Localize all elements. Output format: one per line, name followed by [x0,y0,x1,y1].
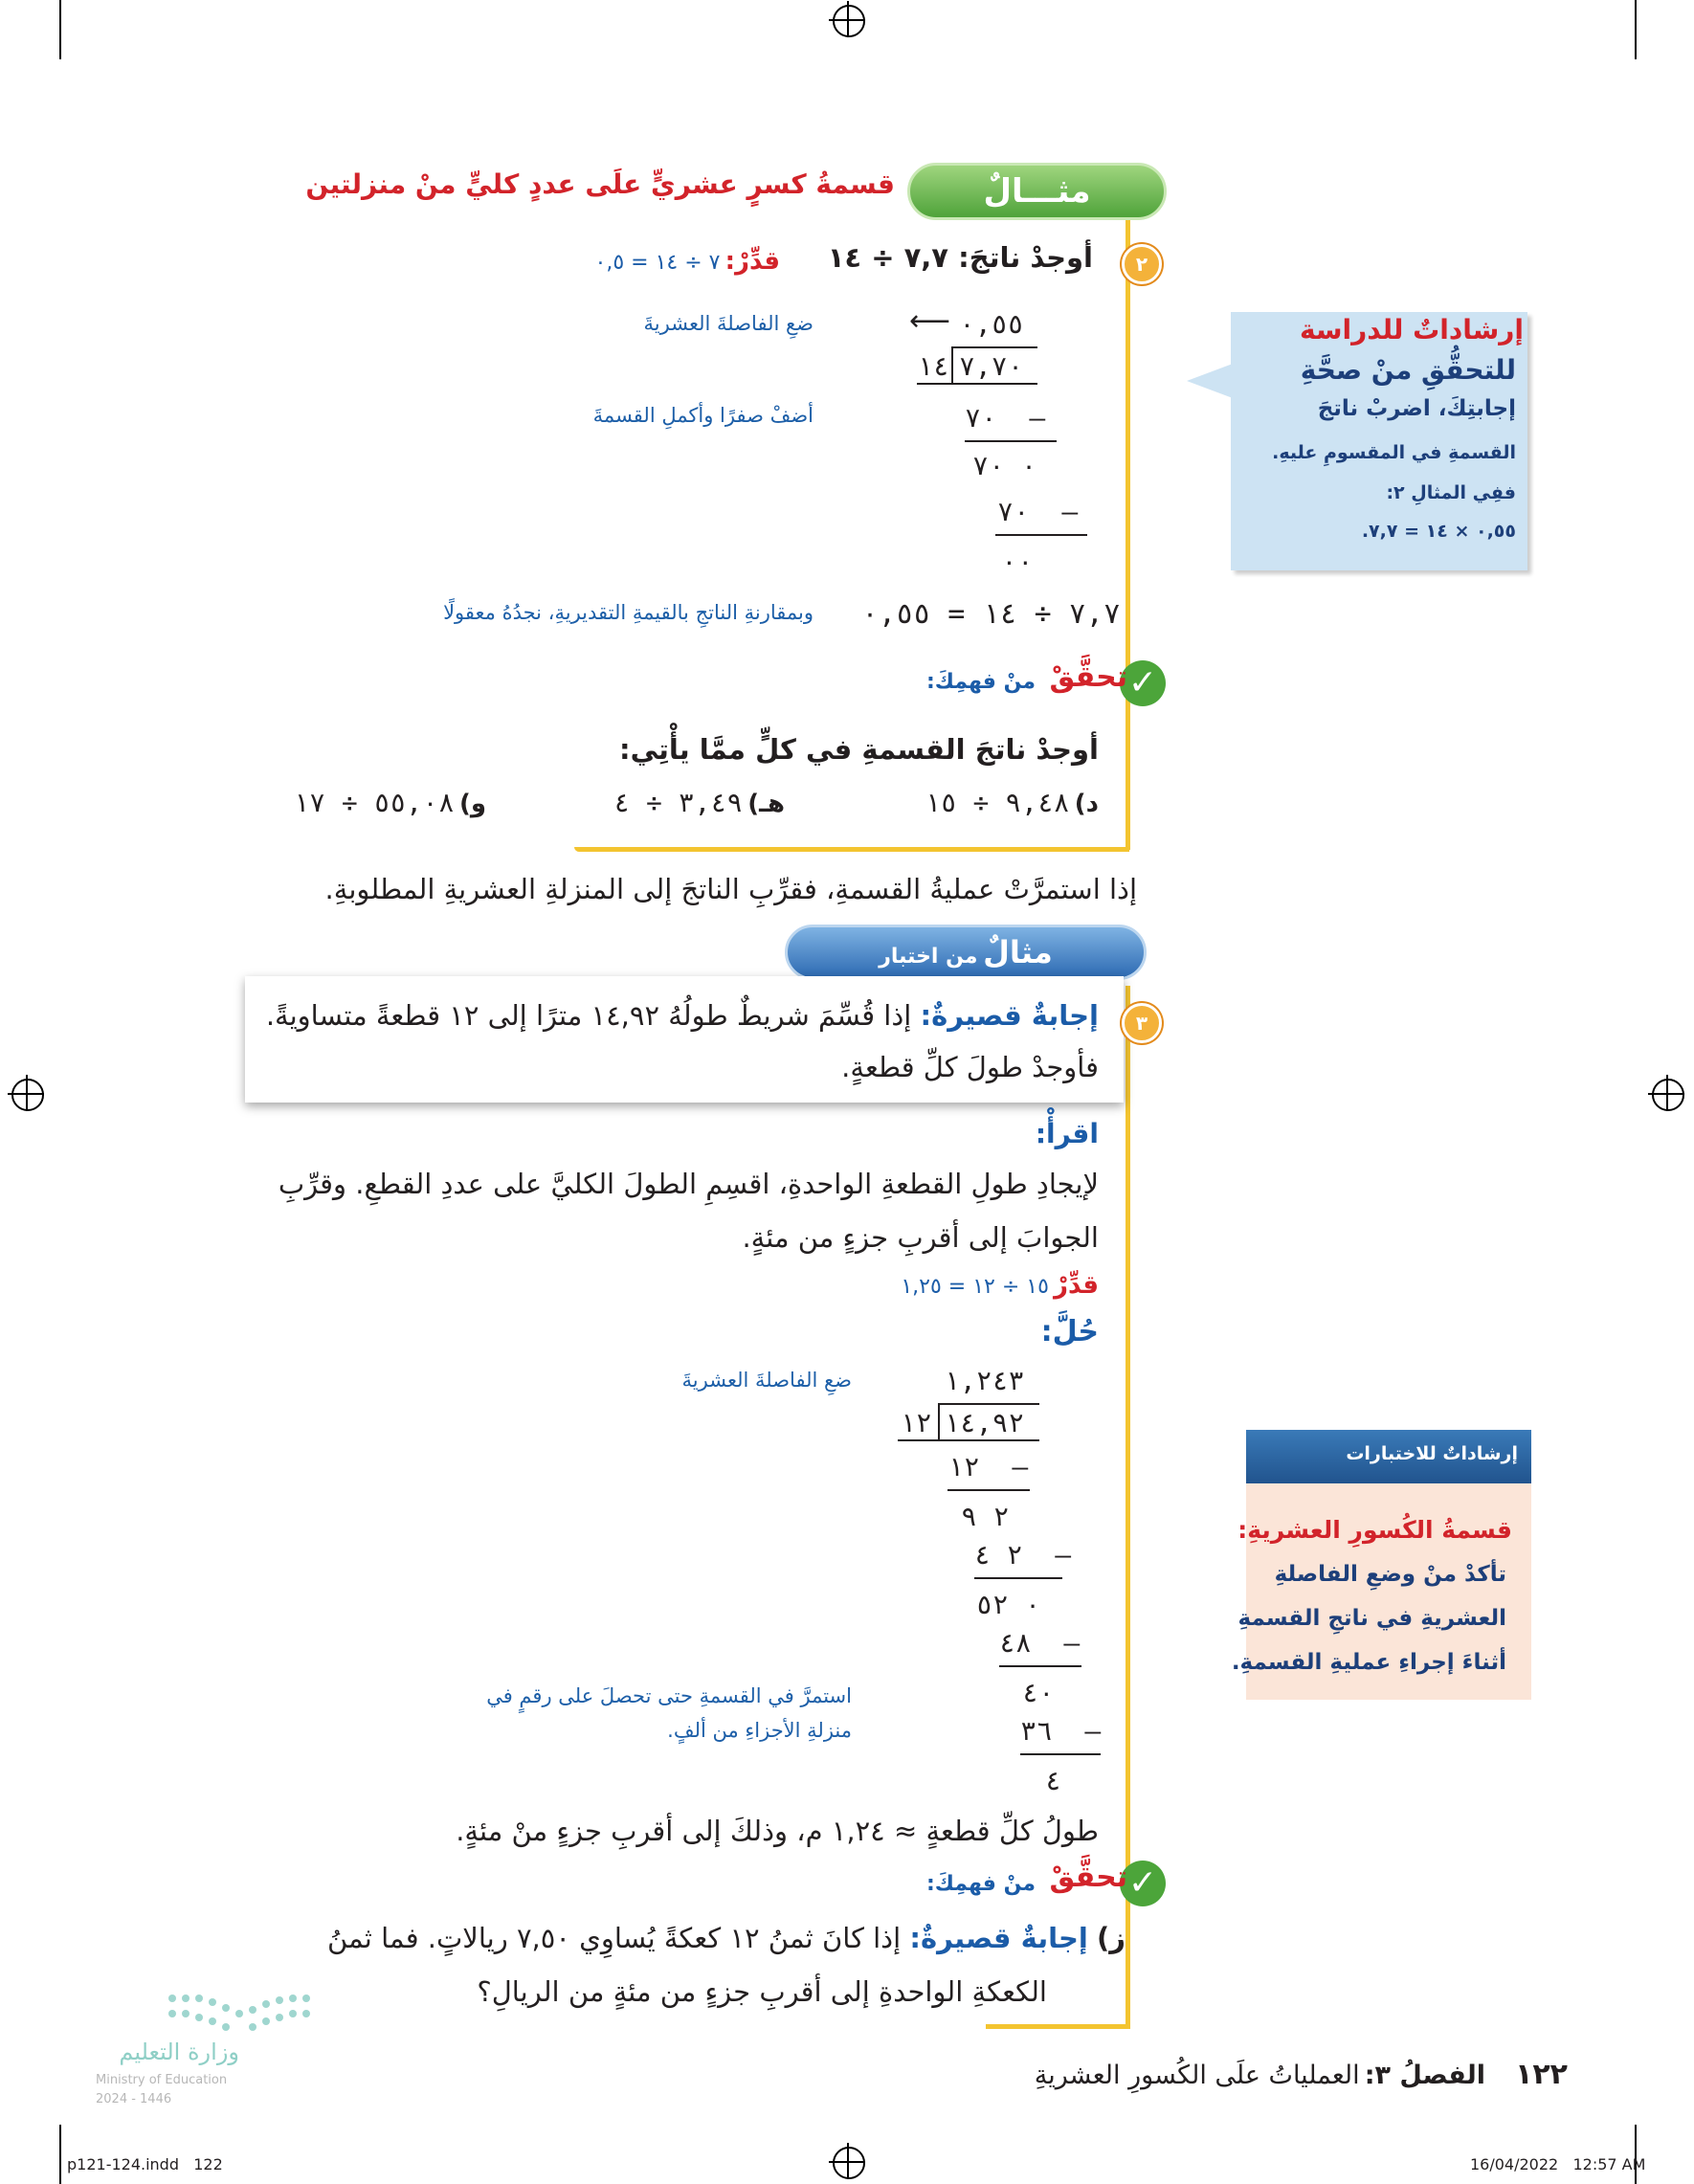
division-note: استمرَّ في القسمةِ حتى تحصلَ على رقمٍ في [486,1684,852,1707]
division-step: ٤٠ [1022,1677,1055,1708]
example-side-line [1126,189,1130,850]
registration-mark-icon [833,2147,865,2179]
example2-estimate [595,247,780,276]
check1-item [613,787,785,818]
item-expr: ٩,٤٨ ÷ ١٥ [924,787,1070,818]
study-tip-line: إجابتِكَ، اضربْ ناتجَ [1317,396,1516,421]
example2-question: أوجدْ ناتجَ: ٧,٧ ÷ ١٤ [827,241,1093,274]
example-banner [907,163,1167,220]
division-step-line [1020,1753,1101,1755]
ministry-year: 2024 - 1446 [96,2092,172,2106]
read-text: الجوابَ إلى أقربِ جزءٍ من مئةٍ. [742,1221,1099,1254]
example3-question-box [245,976,1124,1103]
estimate-label: قدِّرْ: [724,247,780,276]
division-quotient: ١,٢٤٣ [944,1365,1025,1396]
chapter-label: الفصلُ ٣: [1364,2061,1485,2090]
division-underline [917,383,1037,385]
check1-subtitle: منْ فهمِكَ: [925,670,1036,694]
rounding-note: إذا استمرَّتْ عمليةُ القسمةِ، فقرِّبِ الناتجَ إلى المنزلةِ العشريةِ المطلوبةِ. [324,873,1137,905]
item-label: هـ) [747,790,785,818]
print-file-info: p121-124.indd 122 [67,2155,223,2173]
example-number-badge: ٣ [1122,1003,1162,1043]
ministry-logo-dots-icon [163,1989,316,2035]
division-step-line [965,440,1057,442]
example2-result-note: وبمقارنةِ الناتجِ بالقيمةِ التقديريةِ، نجدُهُ معقولًا [443,601,814,624]
crop-mark [59,0,61,59]
division-step-line [947,1489,1030,1491]
division-dividend: ٧,٧٠ [959,350,1024,382]
example3-estimate [901,1271,1099,1300]
study-tip-line: ففِي المثالِ ٢: [1386,482,1516,503]
question-text: إذا قُسِّمَ شريطٌ طولُهُ ١٤,٩٢ مترًا إلى ١٢ قطعةً متساويةً. [265,999,912,1032]
division-step: ٢ ٩ [961,1501,1010,1532]
crop-mark [1635,0,1637,59]
division-bar [951,346,1037,348]
solve-label: حُلَّ: [1040,1315,1099,1348]
example-bottom-line [986,2024,1129,2029]
division-step: ٠٠ [1001,546,1034,577]
example3-answer: طولُ كلِّ قطعةٍ ≈ ١,٢٤ م، وذلكَ إلى أقربِ جزءٍ منْ مئةٍ. [456,1815,1099,1847]
division-step: ٤٨ – [999,1627,1081,1659]
crop-mark [59,2125,61,2184]
check1-instruction: أوجدْ ناتجَ القسمةِ في كلٍّ ممَّا يأْتِي: [619,733,1099,766]
question-type: إجابةٌ قصيرةٌ: [920,999,1099,1032]
example-banner-title: قسمةُ كسرٍ عشريٍّ علَى عددٍ كليٍّ منْ منزلتين [305,168,895,200]
study-tip-line: ٠,٥٥ × ١٤ = ٧,٧. [1361,521,1516,542]
division-note: ضعِ الفاصلةَ العشريةَ [643,312,814,335]
division-step: ٧٠ – [997,496,1079,527]
test-tip-header-text: إرشاداتٌ للاختبارات [1346,1443,1518,1464]
test-example-banner [785,925,1147,980]
checkmark-icon: ✓ [1120,1861,1166,1906]
check1-item [925,787,1099,818]
check2-title: تحقَّقْ [1049,1861,1127,1894]
check2-subtitle: منْ فهمِكَ: [925,1872,1036,1896]
item-expr: ٣,٤٩ ÷ ٤ [613,787,744,818]
print-date-info: 16/04/2022 12:57 AM [1470,2155,1646,2173]
test-banner-label: مثالٌ [983,934,1053,970]
read-text: لإيجادِ طولِ القطعةِ الواحدةِ، اقسِمِ الطولَ الكليَّ على عددِ القطعِ. وقرِّبِ [278,1168,1099,1200]
estimate-value: ٧ ÷ ١٤ = ٠,٥ [594,251,721,275]
registration-mark-icon [833,5,865,37]
check2-question [327,1922,1126,1954]
checkmark-icon: ✓ [1120,660,1166,706]
test-tip-header [1246,1430,1531,1483]
registration-mark-icon [1652,1079,1684,1111]
item-expr: ٥٥,٠٨ ÷ ١٧ [293,787,455,818]
question-text: إذا كانَ ثمنُ ١٢ كعكةً يُساوِي ٧,٥٠ ريالاتٍ. فما ثمنُ [326,1922,902,1954]
study-tip-subtitle: للتحقُّقِ منْ صحَّةِ [1300,354,1516,386]
ministry-name-en: Ministry of Education [96,2073,228,2087]
read-label: اقرأْ: [1035,1118,1099,1149]
division-quotient: ٠,٥٥ [959,308,1024,340]
test-tip-line: العشريةِ في ناتجِ القسمةِ [1237,1606,1506,1631]
example3-question [266,999,1099,1032]
item-label: و) [458,790,486,818]
study-tip-line: القسمةِ في المقسومِ عليهِ. [1272,442,1516,463]
estimate-value: ١٥ ÷ ١٢ = ١,٢٥ [901,1275,1049,1299]
test-tip-line: تأكدْ منْ وضعِ الفاصلةِ [1274,1562,1506,1587]
division-bracket [938,1403,940,1441]
test-tip-title: قسمةُ الكُسورِ العشريةِ: [1237,1516,1512,1544]
division-step: ١٢ – [947,1451,1029,1482]
division-divisor: ١٢ [900,1407,932,1438]
chapter-title: العملياتُ علَى الكُسورِ العشريةِ [1034,2061,1360,2090]
page-number: ١٢٢ [1515,2058,1568,2091]
division-step-line [974,1577,1062,1579]
division-step: ٠ ٧٠ [972,450,1037,481]
division-step: ٧٠ – [965,402,1046,434]
ministry-name-ar: وزارة التعليم [119,2039,239,2065]
test-tip-line: أثناءَ إجراءِ عمليةِ القسمةِ. [1231,1650,1506,1675]
example-bottom-line [574,847,1129,852]
division-bar [938,1403,1039,1405]
division-note: ضعِ الفاصلةَ العشريةَ [681,1369,852,1392]
estimate-label: قدِّرْ [1053,1271,1099,1300]
division-step: ٠ ٥٢ [976,1589,1041,1620]
check2-question-line2: الكعكةِ الواحدةِ إلى أقربِ جزءٍ من مئةٍ من الريالِ؟ [477,1975,1047,2008]
test-banner-sub: من اختبار [879,945,978,969]
check1-item [293,787,486,818]
crop-mark [1635,2125,1637,2184]
division-bracket [951,346,953,385]
page-footer [1035,2058,1568,2091]
example-banner-label: مثـــالٌ [983,172,1091,211]
study-tip-pointer [1187,364,1233,398]
example2-result: ٧,٧ ÷ ١٤ = ٠,٥٥ [861,597,1121,631]
example3-question-line2: فأوجدْ طولَ كلِّ قطعةٍ. [841,1051,1099,1083]
item-label: د) [1074,790,1099,818]
ministry-logo [163,1989,316,2035]
division-step-line [999,1665,1081,1667]
division-divisor: ١٤ [917,350,949,382]
question-type: إجابةٌ قصيرةٌ: [909,1922,1088,1954]
question-label: ز) [1097,1922,1126,1954]
division-dividend: ١٤,٩٢ [944,1407,1025,1438]
example-number-badge: ٢ [1122,244,1162,284]
division-underline [898,1439,1039,1441]
check1-title: تحقَّقْ [1049,660,1127,694]
division-step: ٣٦ – [1020,1715,1102,1747]
division-note: منزلةِ الأجزاءِ من ألفٍ. [667,1719,852,1742]
division-step: ٢ ٤ – [974,1539,1072,1571]
division-note: أضفْ صفرًا وأكملِ القسمةَ [592,404,814,427]
study-tip-title: إرشاداتٌ للدراسة [1300,314,1524,345]
arrow-icon: ⟵ [909,304,951,338]
division-step-line [995,534,1087,536]
registration-mark-icon [11,1079,44,1111]
division-step: ٤ [1045,1765,1061,1796]
